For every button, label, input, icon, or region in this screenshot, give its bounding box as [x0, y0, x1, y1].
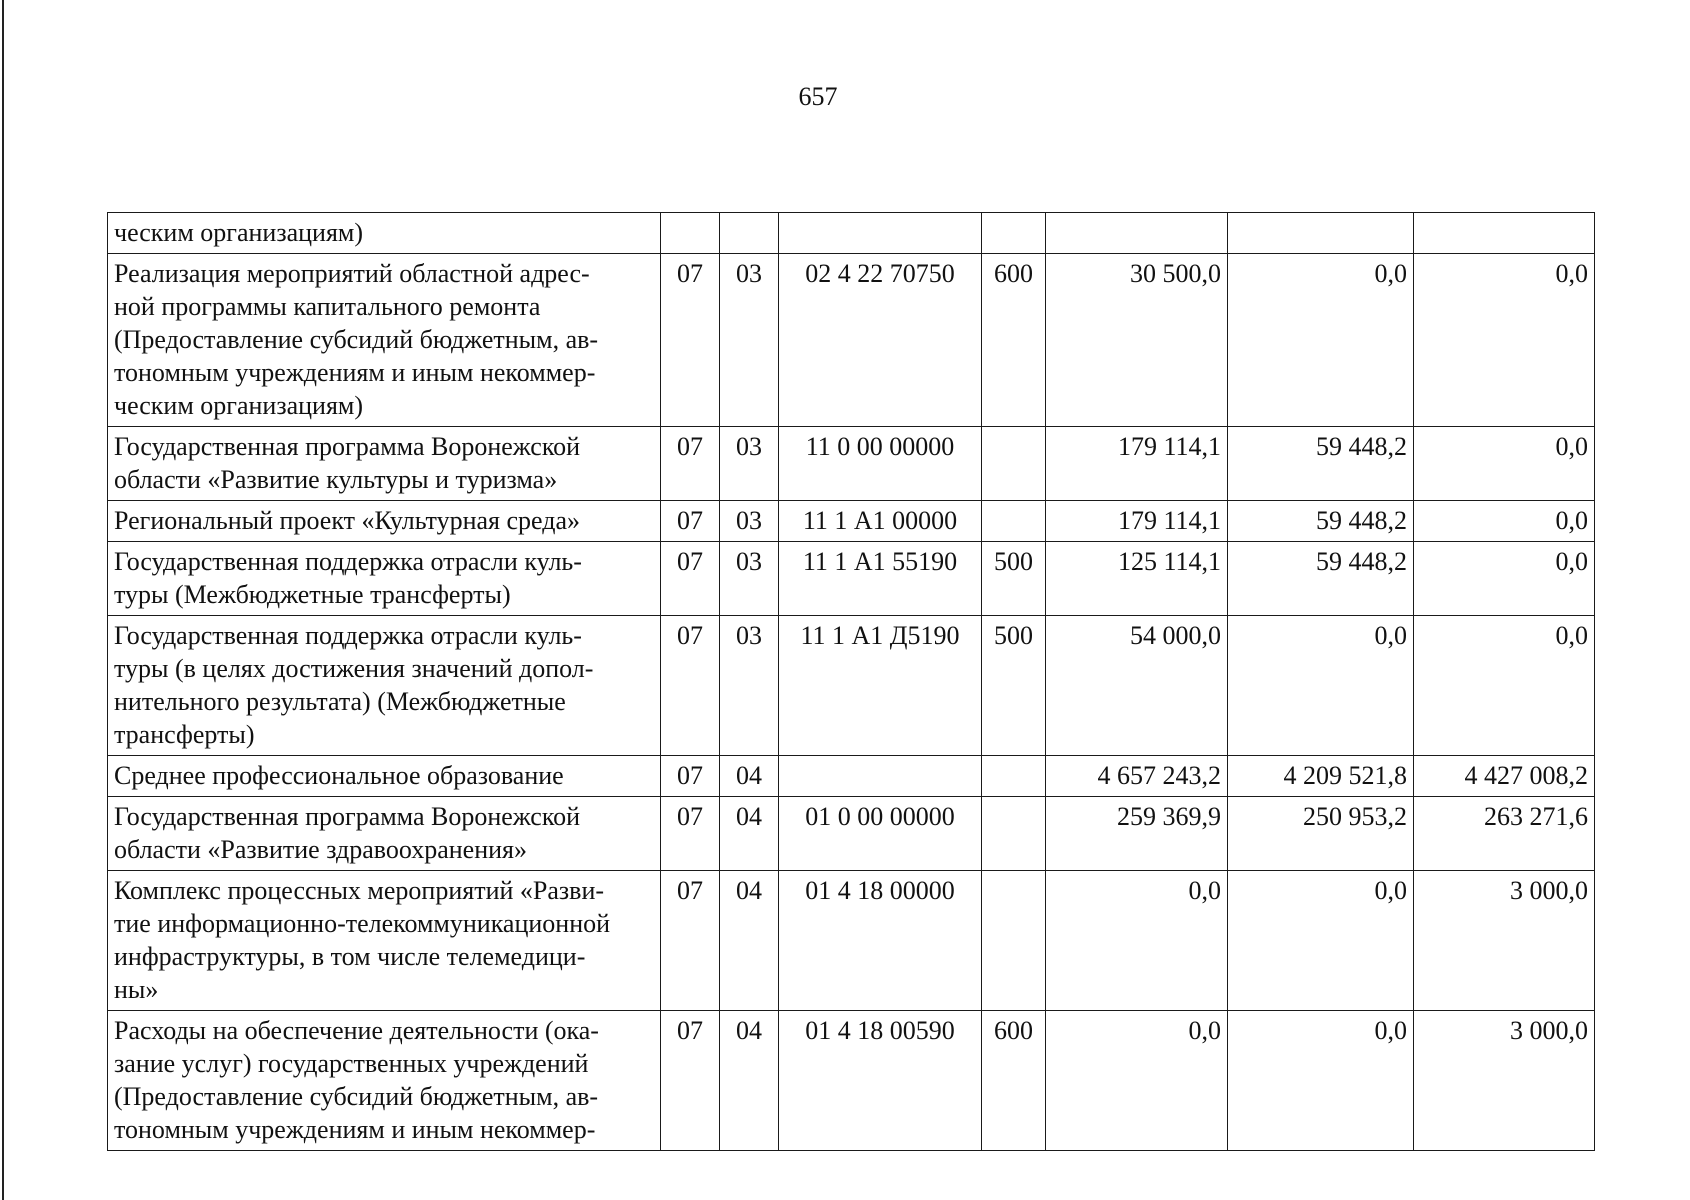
- row-name-cell: [108, 616, 661, 756]
- amount-year1-cell: 125 114,1: [1046, 542, 1228, 616]
- amount-year3-cell: 0,0: [1414, 427, 1595, 501]
- row-name-line: туры (в целях достижения значений допол-: [114, 654, 594, 683]
- amount-year2-cell: 4 209 521,8: [1228, 756, 1414, 797]
- table-row: [108, 213, 1595, 254]
- table-body: [108, 213, 1595, 1151]
- row-name-line: ны»: [114, 975, 159, 1004]
- target-article-cell: [779, 756, 982, 797]
- target-article-cell: 11 0 00 00000: [779, 427, 982, 501]
- row-name-line: (Предоставление субсидий бюджетным, ав-: [114, 325, 599, 354]
- section-code-cell: 07: [661, 1011, 720, 1151]
- expense-type-cell: [982, 427, 1046, 501]
- section-code-cell: 07: [661, 756, 720, 797]
- amount-year1-cell: 4 657 243,2: [1046, 756, 1228, 797]
- target-article-cell: 11 1 А1 55190: [779, 542, 982, 616]
- row-name-line: тономным учреждениям и иным некоммер-: [114, 358, 596, 387]
- subsection-code-cell: 03: [720, 254, 779, 427]
- row-name-line: Государственная программа Воронежской: [114, 802, 581, 831]
- target-article-cell: 01 4 18 00590: [779, 1011, 982, 1151]
- row-name-line: зание услуг) государственных учреждений: [114, 1049, 589, 1078]
- row-name-line: Государственная поддержка отрасли куль-: [114, 547, 582, 576]
- row-name-cell: [108, 501, 661, 542]
- row-name-line: Комплекс процессных мероприятий «Разви-: [114, 876, 605, 905]
- target-article-cell: 11 1 А1 00000: [779, 501, 982, 542]
- row-name-line: (Предоставление субсидий бюджетным, ав-: [114, 1082, 599, 1111]
- table-row: [108, 797, 1595, 871]
- expense-type-cell: [982, 871, 1046, 1011]
- amount-year2-cell: 0,0: [1228, 871, 1414, 1011]
- page-number: 657: [798, 82, 838, 111]
- amount-year1-cell: 0,0: [1046, 1011, 1228, 1151]
- row-name-cell: [108, 756, 661, 797]
- table-row: [108, 616, 1595, 756]
- subsection-code-cell: 04: [720, 1011, 779, 1151]
- subsection-code-cell: 04: [720, 756, 779, 797]
- subsection-code-cell: 04: [720, 797, 779, 871]
- table-row: [108, 1011, 1595, 1151]
- row-name-line: Государственная поддержка отрасли куль-: [114, 621, 582, 650]
- amount-year1-cell: 54 000,0: [1046, 616, 1228, 756]
- amount-year3-cell: 3 000,0: [1414, 1011, 1595, 1151]
- amount-year2-cell: 250 953,2: [1228, 797, 1414, 871]
- row-name-cell: [108, 1011, 661, 1151]
- subsection-code-cell: 03: [720, 427, 779, 501]
- table-row: [108, 501, 1595, 542]
- row-name-line: ной программы капитального ремонта: [114, 292, 541, 321]
- target-article-cell: 01 0 00 00000: [779, 797, 982, 871]
- scan-edge-line: [2, 0, 4, 1200]
- row-name-cell: [108, 871, 661, 1011]
- row-name-line: нительного результата) (Межбюджетные: [114, 687, 566, 716]
- amount-year3-cell: 0,0: [1414, 616, 1595, 756]
- expense-type-cell: 600: [982, 254, 1046, 427]
- subsection-code-cell: 03: [720, 542, 779, 616]
- amount-year1-cell: 179 114,1: [1046, 501, 1228, 542]
- expense-type-cell: [982, 756, 1046, 797]
- amount-year3-cell: 0,0: [1414, 501, 1595, 542]
- row-name-cell: [108, 542, 661, 616]
- section-code-cell: 07: [661, 871, 720, 1011]
- section-code-cell: 07: [661, 542, 720, 616]
- row-name-line: ческим организациям): [114, 218, 364, 247]
- table-row: [108, 542, 1595, 616]
- row-name-line: туры (Межбюджетные трансферты): [114, 580, 511, 609]
- amount-year2-cell: 59 448,2: [1228, 427, 1414, 501]
- amount-year2-cell: 59 448,2: [1228, 542, 1414, 616]
- amount-year1-cell: 179 114,1: [1046, 427, 1228, 501]
- section-code-cell: 07: [661, 254, 720, 427]
- row-name-line: инфраструктуры, в том числе телемедици-: [114, 942, 586, 971]
- amount-year1-cell: 259 369,9: [1046, 797, 1228, 871]
- subsection-code-cell: 03: [720, 616, 779, 756]
- expense-type-cell: [982, 501, 1046, 542]
- expense-type-cell: 500: [982, 616, 1046, 756]
- amount-year1-cell: 0,0: [1046, 871, 1228, 1011]
- expense-type-cell: 500: [982, 542, 1046, 616]
- expense-type-cell: [982, 797, 1046, 871]
- row-name-line: Среднее профессиональное образование: [114, 761, 564, 790]
- section-code-cell: [661, 213, 720, 254]
- amount-year3-cell: 263 271,6: [1414, 797, 1595, 871]
- expense-type-cell: 600: [982, 1011, 1046, 1151]
- target-article-cell: 01 4 18 00000: [779, 871, 982, 1011]
- amount-year2-cell: 0,0: [1228, 616, 1414, 756]
- row-name-cell: [108, 797, 661, 871]
- expense-type-cell: [982, 213, 1046, 254]
- section-code-cell: 07: [661, 501, 720, 542]
- table-row: [108, 427, 1595, 501]
- amount-year3-cell: 0,0: [1414, 254, 1595, 427]
- amount-year2-cell: [1228, 213, 1414, 254]
- row-name-line: Реализация мероприятий областной адрес-: [114, 259, 590, 288]
- table-row: [108, 871, 1595, 1011]
- row-name-line: области «Развитие культуры и туризма»: [114, 465, 558, 494]
- row-name-cell: [108, 213, 661, 254]
- section-code-cell: 07: [661, 616, 720, 756]
- row-name-line: области «Развитие здравоохранения»: [114, 835, 527, 864]
- table-row: [108, 756, 1595, 797]
- section-code-cell: 07: [661, 797, 720, 871]
- amount-year2-cell: 59 448,2: [1228, 501, 1414, 542]
- subsection-code-cell: 03: [720, 501, 779, 542]
- section-code-cell: 07: [661, 427, 720, 501]
- amount-year1-cell: 30 500,0: [1046, 254, 1228, 427]
- row-name-line: Региональный проект «Культурная среда»: [114, 506, 580, 535]
- amount-year3-cell: 3 000,0: [1414, 871, 1595, 1011]
- budget-table: [107, 212, 1595, 1151]
- amount-year3-cell: [1414, 213, 1595, 254]
- amount-year2-cell: 0,0: [1228, 254, 1414, 427]
- row-name-line: тономным учреждениям и иным некоммер-: [114, 1115, 596, 1144]
- row-name-cell: [108, 427, 661, 501]
- amount-year2-cell: 0,0: [1228, 1011, 1414, 1151]
- target-article-cell: 02 4 22 70750: [779, 254, 982, 427]
- table-row: [108, 254, 1595, 427]
- row-name-line: Расходы на обеспечение деятельности (ока-: [114, 1016, 599, 1045]
- amount-year3-cell: 0,0: [1414, 542, 1595, 616]
- subsection-code-cell: 04: [720, 871, 779, 1011]
- row-name-cell: [108, 254, 661, 427]
- row-name-line: ческим организациям): [114, 391, 364, 420]
- subsection-code-cell: [720, 213, 779, 254]
- row-name-line: Государственная программа Воронежской: [114, 432, 581, 461]
- row-name-line: трансферты): [114, 720, 255, 749]
- target-article-cell: [779, 213, 982, 254]
- amount-year1-cell: [1046, 213, 1228, 254]
- row-name-line: тие информационно-телекоммуникационной: [114, 909, 611, 938]
- amount-year3-cell: 4 427 008,2: [1414, 756, 1595, 797]
- target-article-cell: 11 1 А1 Д5190: [779, 616, 982, 756]
